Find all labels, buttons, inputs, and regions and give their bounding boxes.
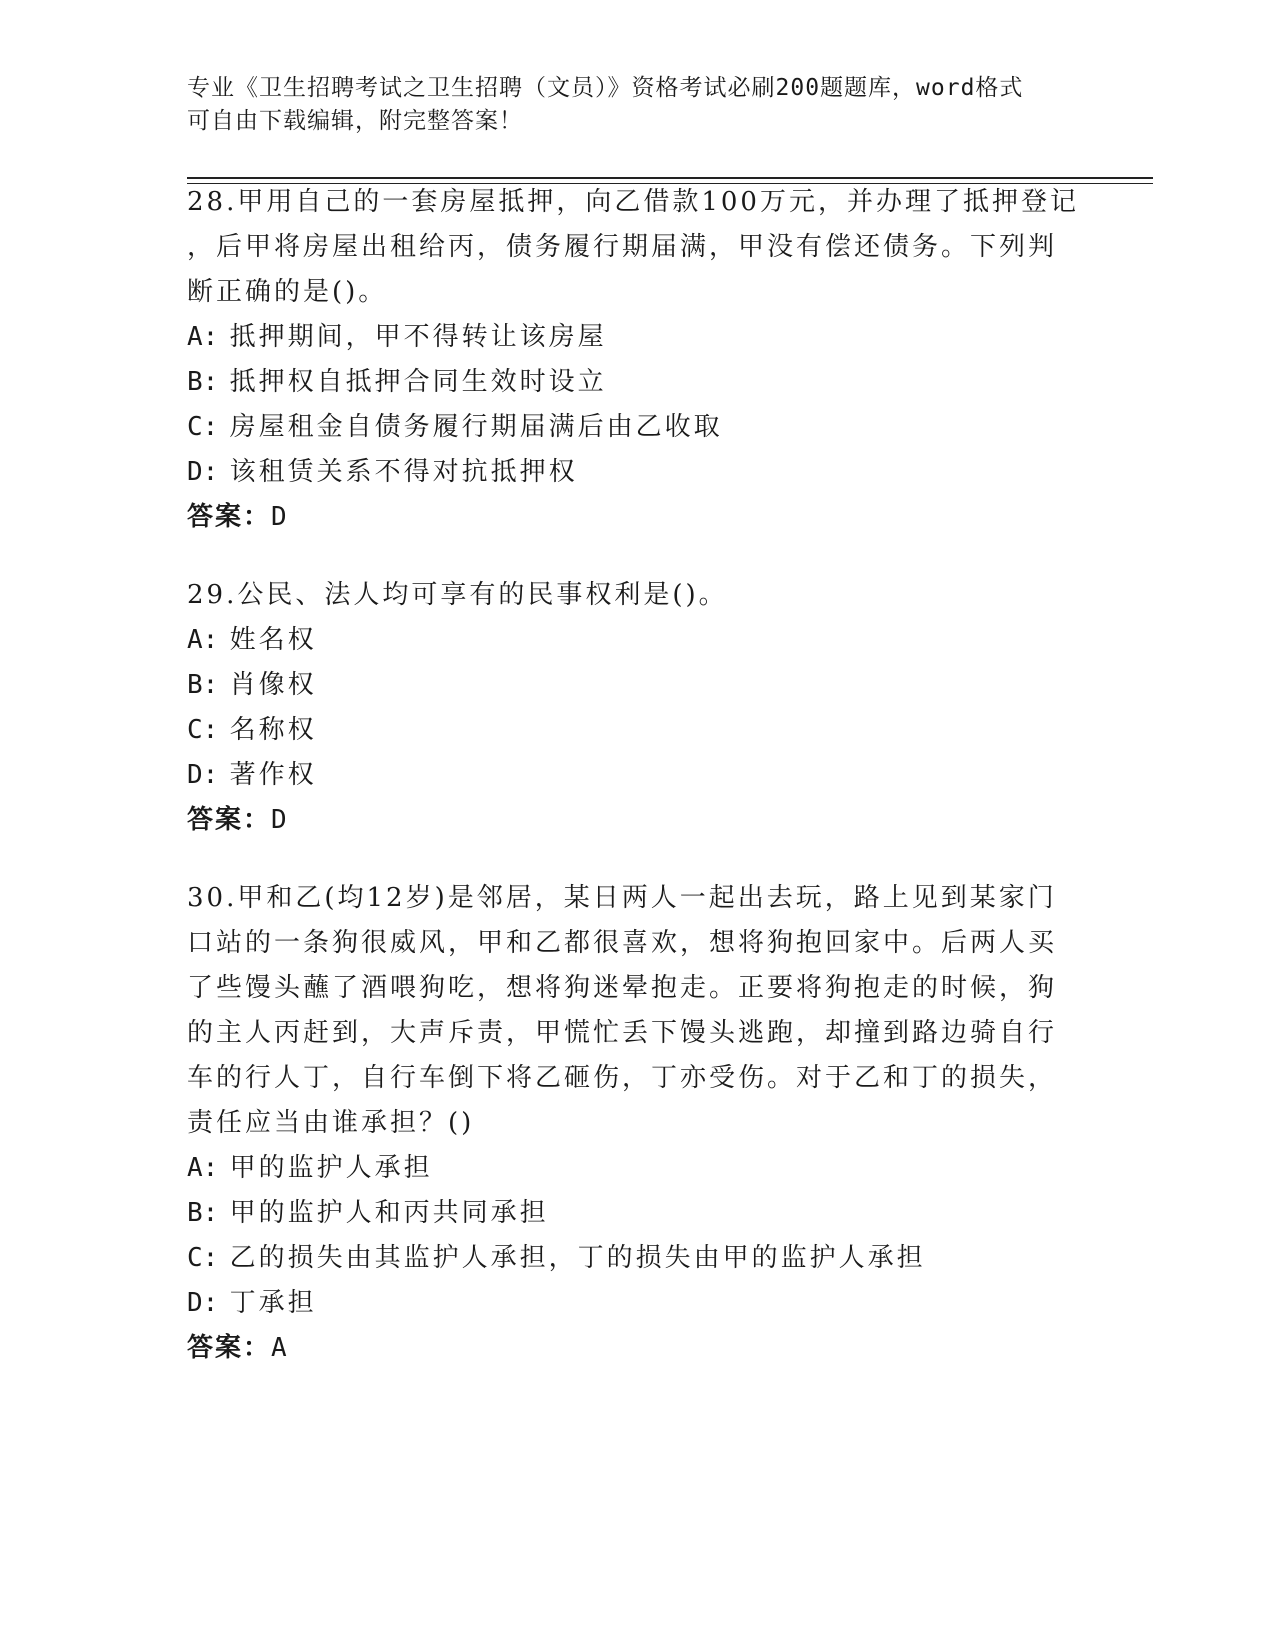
question-text-line: 断正确的是()。	[187, 277, 388, 307]
option-d	[187, 450, 1067, 495]
question-text-line: 口站的一条狗很威风，甲和乙都很喜欢，想将狗抱回家中。后两人买	[187, 928, 1058, 958]
option-letter: A:	[187, 322, 219, 352]
option-c	[187, 1236, 1067, 1281]
document-header	[187, 72, 1087, 138]
answer-line	[187, 495, 1067, 540]
option-letter: D:	[187, 457, 219, 487]
option-letter: A:	[187, 625, 219, 655]
option-text: 房屋租金自债务履行期届满后由乙收取	[229, 412, 723, 442]
answer-line	[187, 798, 1067, 843]
header-divider-thick	[187, 177, 1153, 179]
option-text: 丁承担	[229, 1288, 317, 1318]
question-28	[187, 180, 1079, 540]
option-letter: B:	[187, 367, 219, 397]
option-letter: B:	[187, 670, 219, 700]
question-29	[187, 573, 1067, 843]
option-text: 抵押权自抵押合同生效时设立	[229, 367, 607, 397]
option-a	[187, 1146, 1067, 1191]
option-text: 该租赁关系不得对抗抵押权	[229, 457, 578, 487]
answer-value: D	[271, 502, 289, 532]
option-letter: C:	[187, 715, 219, 745]
option-d	[187, 753, 1067, 798]
option-text: 姓名权	[229, 625, 317, 655]
question-text-line: 的主人丙赶到，大声斥责，甲慌忙丢下馒头逃跑，却撞到路边骑自行	[187, 1018, 1058, 1048]
option-text: 乙的损失由其监护人承担，丁的损失由甲的监护人承担	[229, 1243, 926, 1273]
option-text: 抵押期间，甲不得转让该房屋	[229, 322, 607, 352]
question-text-line: 28.甲用自己的一套房屋抵押，向乙借款100万元，并办理了抵押登记	[187, 187, 1079, 217]
answer-label: 答案：	[187, 502, 272, 532]
option-b	[187, 360, 1067, 405]
option-b	[187, 1191, 1067, 1236]
header-line-1: 专业《卫生招聘考试之卫生招聘（文员）》资格考试必刷200题题库，word格式	[187, 75, 1024, 101]
question-text-line: 了些馒头蘸了酒喂狗吃，想将狗迷晕抱走。正要将狗抱走的时候，狗	[187, 973, 1058, 1003]
question-text-line: 29.公民、法人均可享有的民事权利是()。	[187, 580, 728, 610]
option-b	[187, 663, 1067, 708]
option-text: 甲的监护人承担	[229, 1153, 433, 1183]
option-a	[187, 315, 1067, 360]
option-a	[187, 618, 1067, 663]
option-letter: B:	[187, 1198, 219, 1228]
answer-label: 答案：	[187, 1333, 272, 1363]
document-page	[187, 0, 1147, 1650]
question-text-line: 30.甲和乙(均12岁)是邻居，某日两人一起出去玩，路上见到某家门	[187, 883, 1057, 913]
option-letter: D:	[187, 760, 219, 790]
option-text: 甲的监护人和丙共同承担	[229, 1198, 549, 1228]
question-30	[187, 876, 1067, 1371]
answer-value: D	[271, 805, 289, 835]
option-letter: A:	[187, 1153, 219, 1183]
option-letter: D:	[187, 1288, 219, 1318]
option-c	[187, 405, 1067, 450]
header-line-2: 可自由下载编辑，附完整答案！	[187, 108, 523, 134]
option-text: 肖像权	[229, 670, 317, 700]
answer-value: A	[271, 1333, 289, 1363]
option-letter: C:	[187, 412, 219, 442]
option-text: 名称权	[229, 715, 317, 745]
option-c	[187, 708, 1067, 753]
answer-label: 答案：	[187, 805, 272, 835]
question-text-line: 责任应当由谁承担？()	[187, 1108, 475, 1138]
option-letter: C:	[187, 1243, 219, 1273]
option-text: 著作权	[229, 760, 317, 790]
question-text-line: ，后甲将房屋出租给丙，债务履行期届满，甲没有偿还债务。下列判	[187, 232, 1058, 262]
answer-line	[187, 1326, 1067, 1371]
question-text-line: 车的行人丁，自行车倒下将乙砸伤，丁亦受伤。对于乙和丁的损失，	[187, 1063, 1058, 1093]
option-d	[187, 1281, 1067, 1326]
